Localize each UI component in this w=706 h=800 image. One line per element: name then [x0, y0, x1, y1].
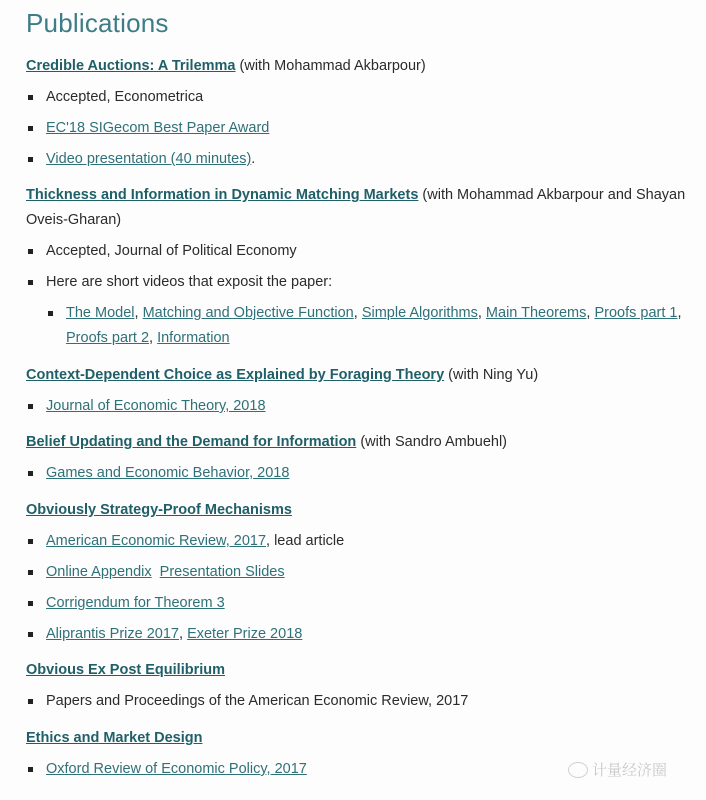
- wechat-icon: [568, 762, 588, 778]
- list-item: [26, 461, 696, 486]
- publication-5: [26, 498, 696, 647]
- separator: ,: [134, 305, 143, 321]
- list-item: [26, 591, 696, 616]
- pub-title-link[interactable]: Context-Dependent Choice as Explained by Foraging Theory: [26, 367, 445, 383]
- venue-text: Accepted, Econometrica: [46, 89, 204, 105]
- note-text: , lead article: [266, 533, 345, 549]
- video-link-model[interactable]: The Model: [66, 305, 135, 321]
- publication-4: [26, 430, 696, 486]
- list-item: [26, 529, 696, 554]
- prize-link-exeter[interactable]: Exeter Prize 2018: [187, 626, 303, 642]
- journal-link[interactable]: Games and Economic Behavior, 2018: [46, 465, 290, 481]
- publication-2: [26, 183, 696, 351]
- separator: ,: [149, 330, 158, 346]
- pub-title-link[interactable]: Obvious Ex Post Equilibrium: [26, 662, 225, 678]
- pub-title-link[interactable]: Belief Updating and the Demand for Information: [26, 434, 357, 450]
- video-link-proofs-2[interactable]: Proofs part 2: [66, 330, 150, 346]
- list-item: [26, 689, 696, 714]
- publication-1: [26, 54, 696, 172]
- watermark-text: 计量经济圈: [592, 762, 668, 779]
- pub-title-link[interactable]: Thickness and Information in Dynamic Matching Markets: [26, 187, 419, 203]
- journal-link[interactable]: American Economic Review, 2017: [46, 533, 267, 549]
- video-link-algorithms[interactable]: Simple Algorithms: [361, 305, 478, 321]
- separator: ,: [179, 626, 188, 642]
- list-item: [26, 394, 696, 419]
- journal-link[interactable]: Journal of Economic Theory, 2018: [46, 398, 266, 414]
- video-link-matching[interactable]: Matching and Objective Function: [142, 305, 354, 321]
- separator: ,: [477, 305, 486, 321]
- coauthors: (with Mohammad Akbarpour and Shayan Oveis-Gharan): [26, 187, 686, 228]
- corrigendum-link[interactable]: Corrigendum for Theorem 3: [46, 595, 225, 611]
- list-item: [26, 85, 696, 110]
- list-item: [26, 270, 696, 295]
- separator: ,: [586, 305, 595, 321]
- video-link-information[interactable]: Information: [157, 330, 230, 346]
- pub-title-link[interactable]: Credible Auctions: A Trilemma: [26, 58, 236, 74]
- video-link-theorems[interactable]: Main Theorems: [485, 305, 587, 321]
- list-item: [26, 116, 696, 141]
- separator: ,: [677, 305, 682, 321]
- video-link-proofs-1[interactable]: Proofs part 1: [594, 305, 678, 321]
- coauthors: (with Ning Yu): [444, 367, 539, 383]
- publication-6: [26, 658, 696, 714]
- list-item: [26, 560, 696, 585]
- pub-title-link[interactable]: Obviously Strategy-Proof Mechanisms: [26, 502, 292, 518]
- prize-link-aliprantis[interactable]: Aliprantis Prize 2017: [46, 626, 179, 642]
- slides-link[interactable]: Presentation Slides: [159, 564, 285, 580]
- video-link[interactable]: Video presentation (40 minutes): [46, 151, 252, 167]
- list-item: [26, 622, 696, 647]
- page-title: Publications: [26, 8, 169, 38]
- pub-title-link[interactable]: Ethics and Market Design: [26, 730, 203, 746]
- venue-text: Papers and Proceedings of the American Economic Review, 2017: [46, 693, 469, 709]
- award-link[interactable]: EC'18 SIGecom Best Paper Award: [46, 120, 270, 136]
- videos-intro: Here are short videos that exposit the paper:: [46, 274, 333, 290]
- separator: ,: [353, 305, 362, 321]
- list-item: [26, 147, 696, 172]
- coauthors: (with Sandro Ambuehl): [356, 434, 508, 450]
- watermark: [568, 759, 667, 780]
- publication-3: [26, 363, 696, 419]
- punctuation: .: [251, 151, 256, 167]
- appendix-link[interactable]: Online Appendix: [46, 564, 152, 580]
- list-item: [46, 301, 696, 351]
- coauthors: (with Mohammad Akbarpour): [235, 58, 426, 74]
- venue-text: Accepted, Journal of Political Economy: [46, 243, 297, 259]
- journal-link[interactable]: Oxford Review of Economic Policy, 2017: [46, 761, 307, 777]
- list-item: [26, 239, 696, 264]
